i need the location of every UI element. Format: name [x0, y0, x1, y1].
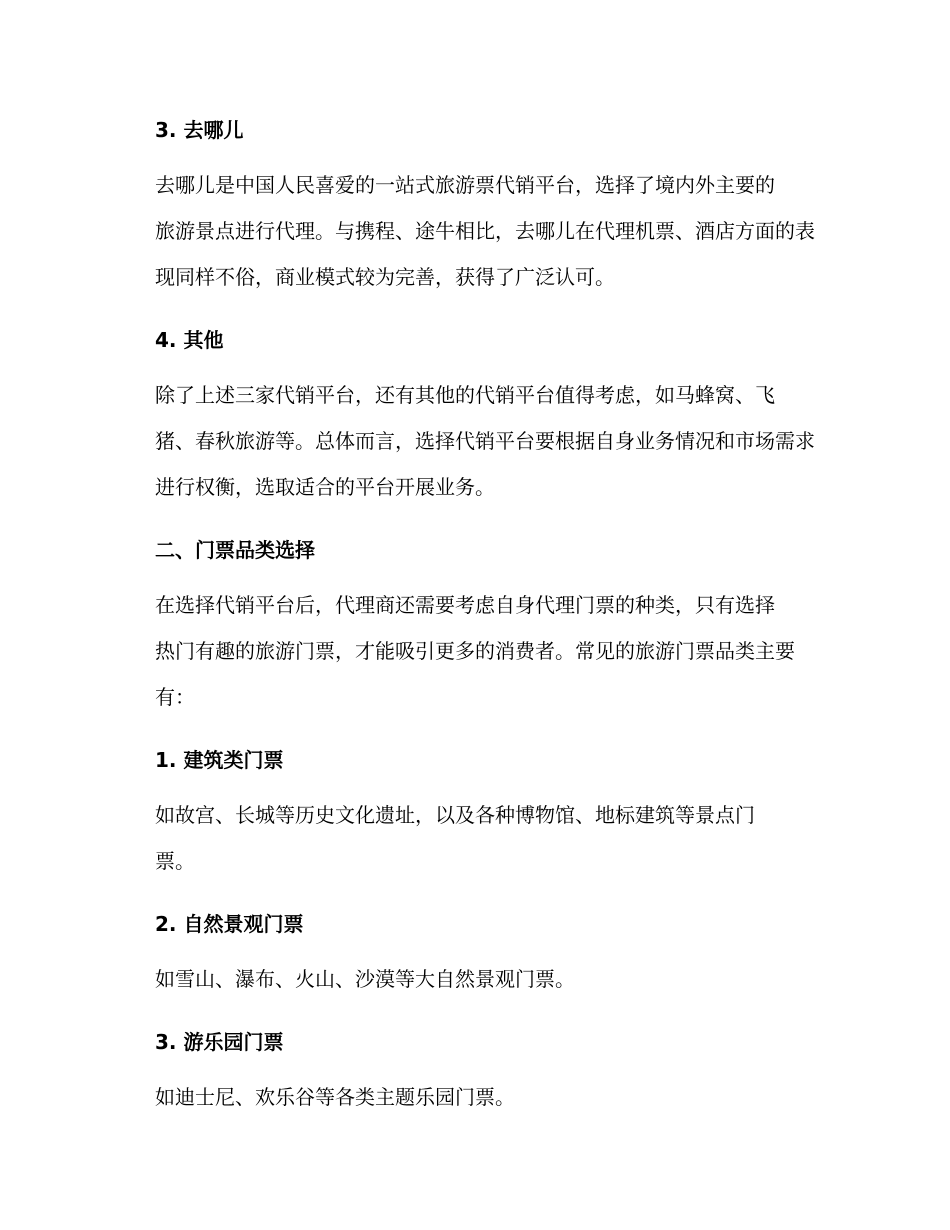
text-line: 如故宫、长城等历史文化遗址，以及各种博物馆、地标建筑等景点门: [155, 803, 755, 827]
text-line: 票。: [155, 849, 195, 873]
section-heading-theme-park: 3. 游乐园门票: [155, 1030, 284, 1054]
text-line: 如迪士尼、欢乐谷等各类主题乐园门票。: [155, 1085, 515, 1109]
paragraph-theme-park: [113, 1074, 833, 1120]
section-heading-others: 4. 其他: [155, 328, 224, 352]
paragraph-qunar: [113, 162, 833, 300]
paragraph-others: [113, 372, 833, 510]
text-line: 有：: [155, 685, 195, 709]
text-line: 进行权衡，选取适合的平台开展业务。: [155, 475, 495, 499]
paragraph-nature: [113, 956, 833, 1002]
text-line: 除了上述三家代销平台，还有其他的代销平台值得考虑，如马蜂窝、飞: [155, 383, 775, 407]
paragraph-ticket-category: [113, 582, 833, 720]
document-body: [113, 110, 833, 1120]
text-line: 猪、春秋旅游等。总体而言，选择代销平台要根据自身业务情况和市场需求: [155, 429, 815, 453]
section-heading-architecture: 1. 建筑类门票: [155, 748, 284, 772]
section-heading-qunar: 3. 去哪儿: [155, 118, 244, 142]
text-line: 去哪儿是中国人民喜爱的一站式旅游票代销平台，选择了境内外主要的: [155, 173, 775, 197]
text-line: 现同样不俗，商业模式较为完善，获得了广泛认可。: [155, 265, 615, 289]
text-line: 如雪山、瀑布、火山、沙漠等大自然景观门票。: [155, 967, 575, 991]
text-line: 在选择代销平台后，代理商还需要考虑自身代理门票的种类，只有选择: [155, 593, 775, 617]
section-heading-nature: 2. 自然景观门票: [155, 912, 304, 936]
text-line: 热门有趣的旅游门票，才能吸引更多的消费者。常见的旅游门票品类主要: [155, 639, 795, 663]
text-line: 旅游景点进行代理。与携程、途牛相比，去哪儿在代理机票、酒店方面的表: [155, 219, 815, 243]
section-heading-ticket-category: 二、门票品类选择: [155, 538, 315, 562]
paragraph-architecture: [113, 792, 833, 884]
